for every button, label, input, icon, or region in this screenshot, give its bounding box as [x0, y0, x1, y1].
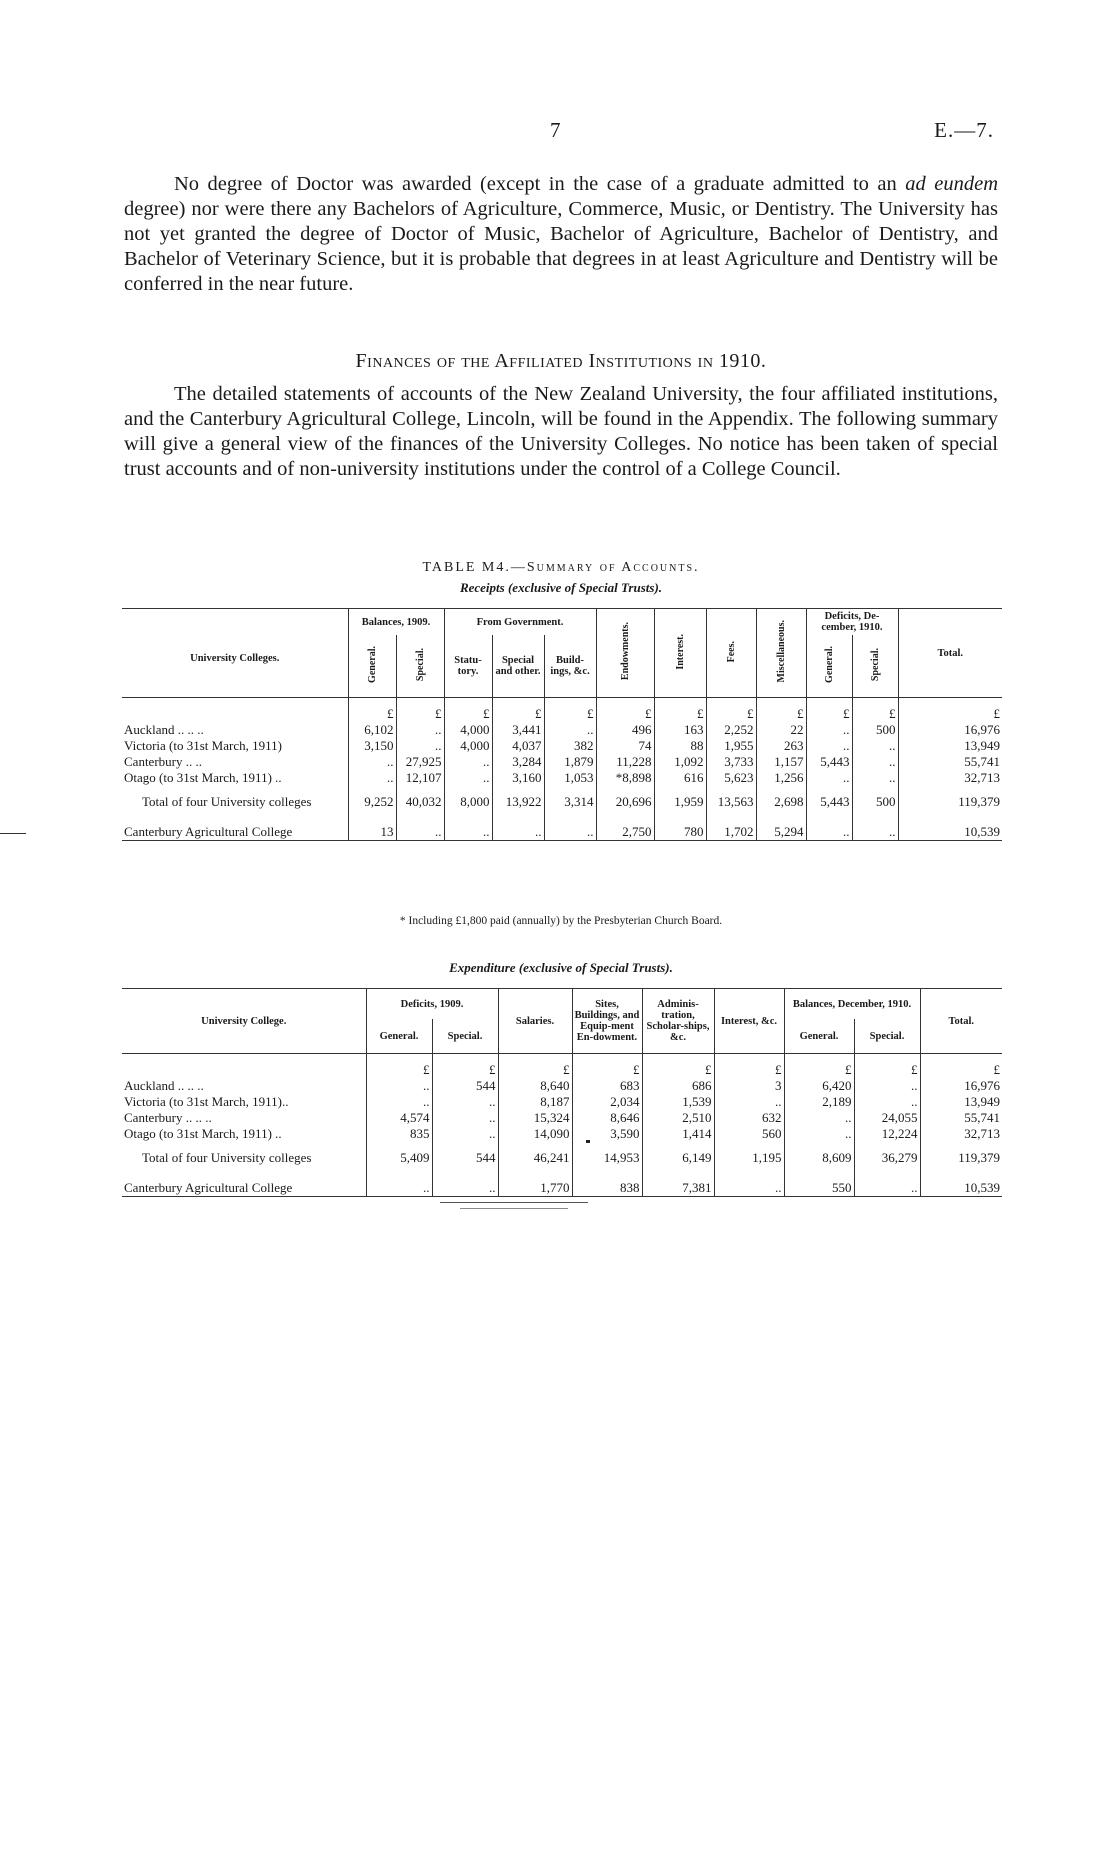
- expenditure-cell: 1,195: [714, 1142, 784, 1166]
- receipts-cell: 1,256: [756, 770, 806, 786]
- expenditure-cell: 686: [642, 1078, 714, 1094]
- receipts-row-label: Victoria (to 31st March, 1911): [124, 738, 282, 753]
- receipts-cell: ..: [348, 754, 396, 770]
- receipts-interest-header: Interest.: [674, 633, 686, 670]
- expenditure-cell: 835: [366, 1126, 432, 1142]
- document-reference: E.—7.: [934, 118, 994, 142]
- intro-paragraph: [124, 172, 998, 297]
- receipts-cell: 119,379: [898, 786, 1002, 810]
- receipts-cac-row: [122, 810, 1002, 841]
- receipts-cell: 20,696: [596, 786, 654, 810]
- expenditure-cell: 8,646: [572, 1110, 642, 1126]
- expenditure-def-general-header: General.: [366, 1019, 432, 1054]
- receipts-row: [122, 722, 1002, 738]
- receipts-bal-general-header: General.: [366, 646, 378, 683]
- expenditure-cell: ..: [714, 1166, 784, 1197]
- receipts-cell: ..: [806, 722, 852, 738]
- receipts-cell: 382: [544, 738, 596, 754]
- receipts-govt-header: From Government.: [444, 609, 596, 636]
- expenditure-sites-header: Sites, Buildings, and Equip-ment En-dowment.: [572, 989, 642, 1054]
- expenditure-col-header: University College.: [201, 1015, 287, 1027]
- receipts-cell: 4,000: [444, 738, 492, 754]
- expenditure-cell: 6,420: [784, 1078, 854, 1094]
- receipts-balances-header: Balances, 1909.: [348, 609, 444, 636]
- end-rule: [440, 1202, 588, 1203]
- receipts-cell: 10,539: [898, 810, 1002, 841]
- expenditure-cell: 5,409: [366, 1142, 432, 1166]
- expenditure-body: [122, 1054, 1002, 1197]
- receipts-cell: 16,976: [898, 722, 1002, 738]
- receipts-unit: £: [596, 698, 654, 723]
- end-rule-short: [460, 1208, 568, 1209]
- expenditure-row-label: Victoria (to 31st March, 1911)..: [124, 1094, 289, 1109]
- expenditure-cell: 3,590: [572, 1126, 642, 1142]
- receipts-cell: 4,000: [444, 722, 492, 738]
- receipts-units-row: [122, 698, 1002, 723]
- expenditure-cell: 14,953: [572, 1142, 642, 1166]
- expenditure-row-label: Otago (to 31st March, 1911) ..: [124, 1126, 282, 1141]
- expenditure-cell: 8,609: [784, 1142, 854, 1166]
- expenditure-cell: 8,640: [498, 1078, 572, 1094]
- expenditure-total-row: [122, 1142, 1002, 1166]
- expenditure-unit: £: [714, 1054, 784, 1079]
- receipts-cell: 1,879: [544, 754, 596, 770]
- receipts-cell: 5,443: [806, 786, 852, 810]
- receipts-cell: 13: [348, 810, 396, 841]
- receipts-total-header: Total.: [898, 609, 1002, 698]
- receipts-unit: £: [756, 698, 806, 723]
- receipts-statutory-header: Statu-tory.: [444, 635, 492, 698]
- receipts-cell: 1,157: [756, 754, 806, 770]
- receipts-footnote: * Including £1,800 paid (annually) by the Presbyterian Church Board.: [399, 915, 723, 927]
- expenditure-unit: £: [854, 1054, 920, 1079]
- expenditure-unit: £: [498, 1054, 572, 1079]
- receipts-cell: 1,053: [544, 770, 596, 786]
- expenditure-cell: ..: [432, 1126, 498, 1142]
- receipts-cell: 3,160: [492, 770, 544, 786]
- receipts-misc-header: Miscellaneous.: [775, 620, 787, 683]
- receipts-unit: £: [396, 698, 444, 723]
- expenditure-cell: ..: [366, 1094, 432, 1110]
- intro-text-2: degree) nor were there any Bachelors of Agriculture, Commerce, Music, or Dentistry. The University has not yet granted the degree of Doctor of Music, Bachelor of Agriculture, Bachelor of Dentistry, and Bachelor of Veterinary Science, but it is probable that degrees in at least Agriculture and Dentistry will be conferred in the near future.: [124, 198, 998, 295]
- expenditure-interest-header: Interest, &c.: [714, 989, 784, 1054]
- receipts-cell: 263: [756, 738, 806, 754]
- expenditure-row: [122, 1126, 1002, 1142]
- receipts-cell: 55,741: [898, 754, 1002, 770]
- expenditure-cell: 24,055: [854, 1110, 920, 1126]
- receipts-col-header: University Colleges.: [190, 652, 280, 664]
- receipts-unit: £: [706, 698, 756, 723]
- expenditure-units-row: [122, 1054, 1002, 1079]
- receipts-cell: 40,032: [396, 786, 444, 810]
- receipts-buildings-header: Build-ings, &c.: [544, 635, 596, 698]
- expenditure-cell: ..: [366, 1166, 432, 1197]
- receipts-row-label: Canterbury .. ..: [124, 754, 202, 769]
- receipts-row: [122, 770, 1002, 786]
- receipts-cell: 8,000: [444, 786, 492, 810]
- expenditure-balances-header: Balances, December, 1910.: [784, 989, 920, 1020]
- receipts-unit: £: [806, 698, 852, 723]
- expenditure-bal-general-header: General.: [784, 1019, 854, 1054]
- receipts-special-other-header: Special and other.: [492, 635, 544, 698]
- expenditure-unit: £: [366, 1054, 432, 1079]
- expenditure-salaries-header: Salaries.: [498, 989, 572, 1054]
- receipts-cell: 5,443: [806, 754, 852, 770]
- expenditure-cell: 10,539: [920, 1166, 1002, 1197]
- margin-mark: [0, 833, 26, 834]
- receipts-cell: ..: [348, 770, 396, 786]
- expenditure-row-label: Auckland .. .. ..: [124, 1078, 204, 1093]
- expenditure-cell: 36,279: [854, 1142, 920, 1166]
- receipts-cell: 3,150: [348, 738, 396, 754]
- receipts-cell: 616: [654, 770, 706, 786]
- receipts-cell: ..: [806, 770, 852, 786]
- expenditure-units-spacer: [122, 1054, 366, 1079]
- receipts-cell: 1,702: [706, 810, 756, 841]
- receipts-cell: 3,314: [544, 786, 596, 810]
- expenditure-cell: 3: [714, 1078, 784, 1094]
- receipts-row: [122, 754, 1002, 770]
- expenditure-cell: 1,414: [642, 1126, 714, 1142]
- receipts-total-row: [122, 786, 1002, 810]
- receipts-cell: 2,698: [756, 786, 806, 810]
- receipts-cell: 9,252: [348, 786, 396, 810]
- receipts-cell: 27,925: [396, 754, 444, 770]
- expenditure-cell: 15,324: [498, 1110, 572, 1126]
- receipts-unit: £: [444, 698, 492, 723]
- section-heading: Finances of the Affiliated Institutions in 1910.: [355, 350, 767, 372]
- receipts-cell: 3,733: [706, 754, 756, 770]
- receipts-cell: ..: [806, 738, 852, 754]
- receipts-row-label: Canterbury Agricultural College: [124, 824, 293, 839]
- receipts-row-label: Total of four University colleges: [142, 794, 312, 809]
- expenditure-cell: 1,539: [642, 1094, 714, 1110]
- expenditure-subtitle: Expenditure (exclusive of Special Trusts).: [449, 960, 673, 975]
- receipts-deficits-header: Deficits, De-cember, 1910.: [806, 609, 898, 636]
- expenditure-cell: ..: [432, 1094, 498, 1110]
- expenditure-cell: 55,741: [920, 1110, 1002, 1126]
- receipts-units-spacer: [122, 698, 348, 723]
- receipts-cell: 496: [596, 722, 654, 738]
- receipts-unit: £: [654, 698, 706, 723]
- expenditure-row: [122, 1078, 1002, 1094]
- ink-dot: [586, 1140, 590, 1143]
- expenditure-cell: ..: [784, 1110, 854, 1126]
- expenditure-row: [122, 1110, 1002, 1126]
- receipts-cell: ..: [396, 722, 444, 738]
- table-caption: TABLE M4.—Summary of Accounts.: [422, 560, 700, 575]
- receipts-unit: £: [852, 698, 898, 723]
- receipts-def-special-header: Special.: [869, 647, 881, 682]
- expenditure-cell: ..: [784, 1126, 854, 1142]
- expenditure-cell: ..: [714, 1094, 784, 1110]
- receipts-table: [122, 608, 1002, 841]
- expenditure-cell: 1,770: [498, 1166, 572, 1197]
- receipts-cell: ..: [852, 810, 898, 841]
- expenditure-cell: 4,574: [366, 1110, 432, 1126]
- receipts-cell: 74: [596, 738, 654, 754]
- receipts-cell: ..: [544, 722, 596, 738]
- expenditure-unit: £: [642, 1054, 714, 1079]
- expenditure-cell: 32,713: [920, 1126, 1002, 1142]
- receipts-cell: 13,563: [706, 786, 756, 810]
- receipts-cell: ..: [444, 754, 492, 770]
- receipts-cell: ..: [806, 810, 852, 841]
- receipts-cell: ..: [852, 770, 898, 786]
- intro-text-1: No degree of Doctor was awarded (except in the case of a graduate admitted to an: [174, 173, 906, 195]
- expenditure-cell: 838: [572, 1166, 642, 1197]
- expenditure-cell: 632: [714, 1110, 784, 1126]
- receipts-row-label: Otago (to 31st March, 1911) ..: [124, 770, 282, 785]
- receipts-cell: 5,623: [706, 770, 756, 786]
- receipts-unit: £: [348, 698, 396, 723]
- receipts-cell: 2,750: [596, 810, 654, 841]
- receipts-cell: 2,252: [706, 722, 756, 738]
- expenditure-admin-header: Adminis-tration, Scholar-ships, &c.: [642, 989, 714, 1054]
- expenditure-cell: ..: [432, 1110, 498, 1126]
- expenditure-cell: 683: [572, 1078, 642, 1094]
- receipts-cell: 3,284: [492, 754, 544, 770]
- expenditure-total-header: Total.: [920, 989, 1002, 1054]
- receipts-cell: 3,441: [492, 722, 544, 738]
- expenditure-cell: 550: [784, 1166, 854, 1197]
- receipts-cell: ..: [544, 810, 596, 841]
- expenditure-cell: 7,381: [642, 1166, 714, 1197]
- expenditure-cell: 2,510: [642, 1110, 714, 1126]
- expenditure-unit: £: [784, 1054, 854, 1079]
- expenditure-cell: 46,241: [498, 1142, 572, 1166]
- page-number: 7: [550, 118, 561, 142]
- expenditure-unit: £: [432, 1054, 498, 1079]
- receipts-cell: ..: [852, 738, 898, 754]
- expenditure-cell: 544: [432, 1078, 498, 1094]
- expenditure-cell: 544: [432, 1142, 498, 1166]
- expenditure-cell: 2,034: [572, 1094, 642, 1110]
- expenditure-cell: ..: [854, 1078, 920, 1094]
- expenditure-unit: £: [572, 1054, 642, 1079]
- receipts-cell: *8,898: [596, 770, 654, 786]
- intro-italic: ad eundem: [905, 173, 998, 195]
- receipts-subtitle: Receipts (exclusive of Special Trusts).: [459, 580, 663, 595]
- receipts-cell: 13,922: [492, 786, 544, 810]
- receipts-cell: 12,107: [396, 770, 444, 786]
- receipts-cell: 6,102: [348, 722, 396, 738]
- expenditure-table: [122, 988, 1002, 1197]
- receipts-fees-header: Fees.: [725, 640, 737, 663]
- expenditure-deficits-header: Deficits, 1909.: [366, 989, 498, 1020]
- receipts-cell: 11,228: [596, 754, 654, 770]
- receipts-body: [122, 698, 1002, 841]
- receipts-cell: 500: [852, 722, 898, 738]
- expenditure-cell: 13,949: [920, 1094, 1002, 1110]
- receipts-cell: ..: [852, 754, 898, 770]
- expenditure-bal-special-header: Special.: [854, 1019, 920, 1054]
- receipts-cell: ..: [396, 810, 444, 841]
- expenditure-cell: ..: [432, 1166, 498, 1197]
- receipts-cell: 163: [654, 722, 706, 738]
- expenditure-row-label: Canterbury Agricultural College: [124, 1180, 293, 1195]
- expenditure-cell: ..: [366, 1078, 432, 1094]
- expenditure-row-label: Total of four University colleges: [142, 1150, 312, 1165]
- receipts-cell: 22: [756, 722, 806, 738]
- expenditure-unit: £: [920, 1054, 1002, 1079]
- expenditure-cell: 560: [714, 1126, 784, 1142]
- expenditure-cell: 14,090: [498, 1126, 572, 1142]
- receipts-def-general-header: General.: [823, 646, 835, 683]
- expenditure-def-special-header: Special.: [432, 1019, 498, 1054]
- receipts-cell: 780: [654, 810, 706, 841]
- receipts-bal-special-header: Special.: [414, 647, 426, 682]
- expenditure-cell: 16,976: [920, 1078, 1002, 1094]
- receipts-cell: 1,955: [706, 738, 756, 754]
- expenditure-cell: ..: [854, 1094, 920, 1110]
- expenditure-row-label: Canterbury .. .. ..: [124, 1110, 212, 1125]
- expenditure-row: [122, 1094, 1002, 1110]
- receipts-cell: 88: [654, 738, 706, 754]
- expenditure-cell: 8,187: [498, 1094, 572, 1110]
- receipts-row-label: Auckland .. .. ..: [124, 722, 204, 737]
- receipts-cell: ..: [444, 810, 492, 841]
- receipts-endowments-header: Endowments.: [619, 622, 631, 681]
- finance-text: The detailed statements of accounts of the New Zealand University, the four affiliated institutions, and the Canterbury Agricultural College, Lincoln, will be found in the Appendix. The following summary will give a general view of the finances of the University Colleges. No notice has been taken of special trust accounts and of non-university institutions under the control of a College Council.: [124, 383, 998, 480]
- receipts-row: [122, 738, 1002, 754]
- receipts-cell: ..: [444, 770, 492, 786]
- receipts-cell: 500: [852, 786, 898, 810]
- receipts-cell: 13,949: [898, 738, 1002, 754]
- receipts-cell: 1,959: [654, 786, 706, 810]
- receipts-unit: £: [492, 698, 544, 723]
- receipts-cell: 5,294: [756, 810, 806, 841]
- receipts-unit: £: [898, 698, 1002, 723]
- receipts-cell: 32,713: [898, 770, 1002, 786]
- receipts-cell: 4,037: [492, 738, 544, 754]
- receipts-cell: ..: [396, 738, 444, 754]
- expenditure-cac-row: [122, 1166, 1002, 1197]
- expenditure-cell: 2,189: [784, 1094, 854, 1110]
- expenditure-cell: 119,379: [920, 1142, 1002, 1166]
- receipts-unit: £: [544, 698, 596, 723]
- expenditure-cell: ..: [854, 1166, 920, 1197]
- expenditure-cell: 6,149: [642, 1142, 714, 1166]
- finance-paragraph: [124, 382, 998, 482]
- receipts-cell: 1,092: [654, 754, 706, 770]
- expenditure-cell: 12,224: [854, 1126, 920, 1142]
- receipts-cell: ..: [492, 810, 544, 841]
